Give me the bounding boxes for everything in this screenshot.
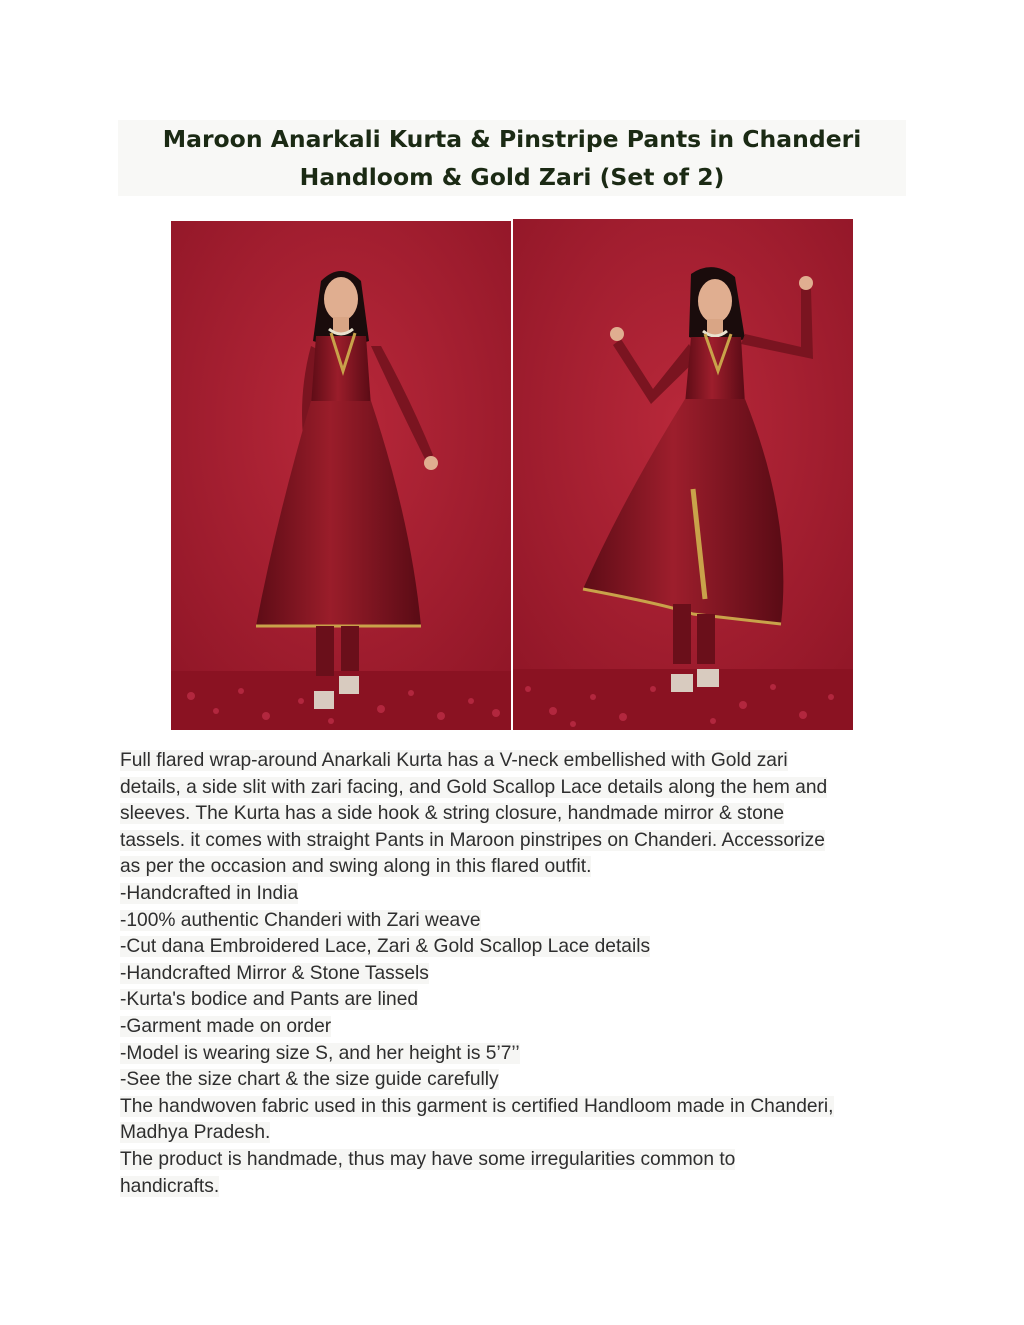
description-line: Full flared wrap-around Anarkali Kurta has a V-neck embellished with Gold zari <box>120 750 788 771</box>
description-line: sleeves. The Kurta has a side hook & string closure, handmade mirror & stone <box>120 803 785 825</box>
product-title <box>118 120 906 196</box>
product-title-line-2: Handloom & Gold Zari (Set of 2) <box>299 163 725 191</box>
handmade-note: handicrafts. <box>120 1175 220 1197</box>
description-line: details, a side slit with zari facing, and Gold Scallop Lace details along the hem and <box>120 776 828 798</box>
description-line: as per the occasion and swing along in this flared outfit. <box>120 856 592 878</box>
product-title-line-1: Maroon Anarkali Kurta & Pinstripe Pants in Chanderi <box>162 125 862 153</box>
handloom-note: The handwoven fabric used in this garment is certified Handloom made in Chanderi, <box>120 1095 834 1117</box>
feature-item: -Handcrafted Mirror & Stone Tassels <box>120 962 429 984</box>
feature-item: -Garment made on order <box>120 1015 332 1037</box>
product-description <box>120 748 910 1200</box>
product-photos <box>171 219 853 730</box>
handmade-note: The product is handmade, thus may have some irregularities common to <box>120 1148 736 1170</box>
handloom-note: Madhya Pradesh. <box>120 1122 271 1144</box>
feature-item: -Cut dana Embroidered Lace, Zari & Gold Scallop Lace details <box>120 936 651 958</box>
feature-item: -Kurta's bodice and Pants are lined <box>120 989 419 1011</box>
description-line: tassels. it comes with straight Pants in Maroon pinstripes on Chanderi. Accessorize <box>120 829 825 851</box>
feature-item: -Model is wearing size S, and her height is 5’7’’ <box>120 1042 520 1064</box>
product-photo-twirl <box>513 219 853 730</box>
product-photo-front <box>171 221 511 730</box>
feature-item: -Handcrafted in India <box>120 882 299 904</box>
feature-item: -100% authentic Chanderi with Zari weave <box>120 909 481 931</box>
feature-item: -See the size chart & the size guide carefully <box>120 1069 499 1091</box>
